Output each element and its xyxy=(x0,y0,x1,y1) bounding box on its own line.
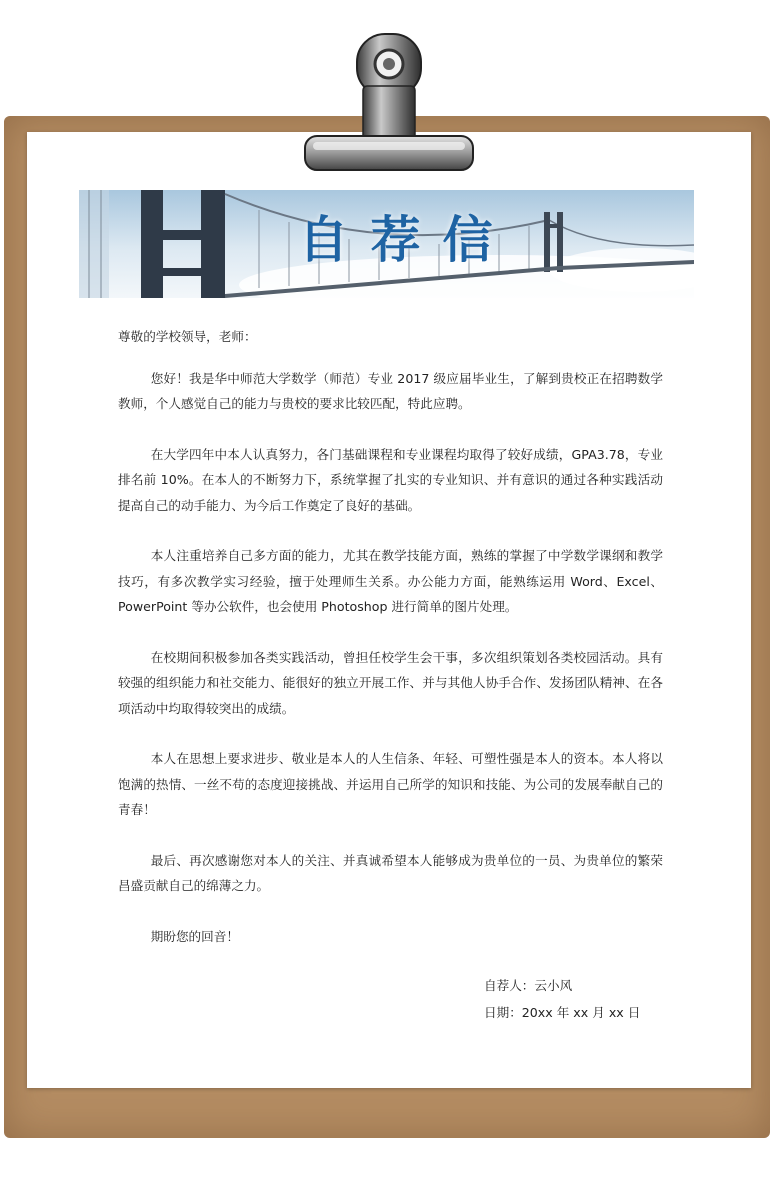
letter-title: 自荐信 xyxy=(298,211,515,269)
paragraph-attitude: 本人在思想上要求进步、敬业是本人的人生信条、年轻、可塑性强是本人的资本。本人将以饱满的热情、一丝不苟的态度迎接挑战、并运用自己所学的知识和技能、为公司的发展奉献自己的青春！ xyxy=(118,751,663,817)
letter-body xyxy=(118,324,663,974)
signature-date: 日期：20xx 年 xx 月 xx 日 xyxy=(484,1005,641,1020)
paragraph-activities: 在校期间积极参加各类实践活动，曾担任校学生会干事，多次组织策划各类校园活动。具有较强的组织能力和社交能力、能很好的独立开展工作、并与其他人协手合作、发扬团队精神、在各项活动中均取得较突出的成绩。 xyxy=(118,649,663,716)
paragraph-academics: 在大学四年中本人认真努力，各门基础课程和专业课程均取得了较好成绩，GPA3.78，专业排名前 10%。在本人的不断努力下，系统掌握了扎实的专业知识、并有意识的通过各种实践活动提高自己的动手能力、为今后工作奠定了良好的基础。 xyxy=(118,446,663,513)
binder-clip-icon xyxy=(295,28,485,178)
paragraph-skills: 本人注重培养自己多方面的能力，尤其在教学技能方面，熟练的掌握了中学数学课纲和教学技巧，有多次教学实习经验，擅于处理师生关系。办公能力方面，能熟练运用 Word、Excel、PowerPoint 等办公软件，也会使用 Photoshop 进行简单的图片处理。 xyxy=(118,548,663,614)
signature: 自荐人：云小风 xyxy=(484,978,573,993)
paragraph-closing: 最后、再次感谢您对本人的关注、并真诚希望本人能够成为贵单位的一员、为贵单位的繁荣昌盛贡献自己的绵薄之力。 xyxy=(118,852,663,893)
paragraph-await-reply: 期盼您的回音！ xyxy=(150,928,239,944)
banner-image xyxy=(79,190,694,298)
paragraph-intro: 您好！我是华中师范大学数学（师范）专业 2017 级应届毕业生，了解到贵校正在招聘数学教师，个人感觉自己的能力与贵校的要求比较匹配，特此应聘。 xyxy=(118,370,663,411)
signature-block xyxy=(484,972,640,1026)
greeting: 尊敬的学校领导，老师： xyxy=(118,329,257,344)
